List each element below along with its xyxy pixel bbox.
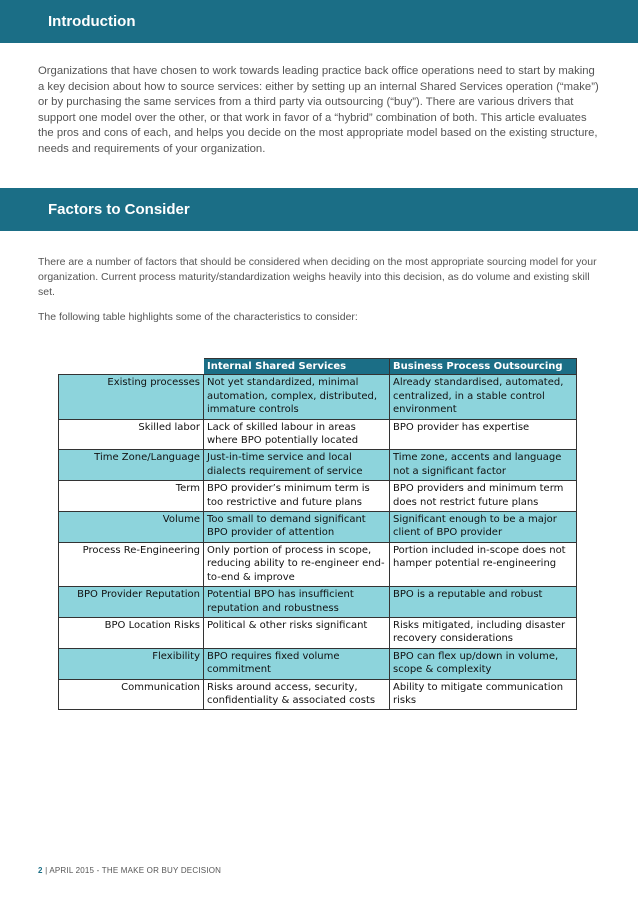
introduction-heading: Introduction — [48, 13, 136, 30]
bpo-cell: BPO can flex up/down in volume, scope & complexity — [390, 648, 577, 679]
factor-label: Time Zone/Language — [59, 450, 204, 481]
internal-cell: Risks around access, security, confidentiality & associated costs — [204, 679, 390, 710]
table-row — [59, 481, 577, 512]
introduction-banner — [0, 0, 638, 43]
table-row — [59, 375, 577, 419]
factor-label: Skilled labor — [59, 419, 204, 450]
factors-heading: Factors to Consider — [48, 201, 190, 218]
bpo-cell: Ability to mitigate communication risks — [390, 679, 577, 710]
bpo-cell: Risks mitigated, including disaster recovery considerations — [390, 617, 577, 648]
bpo-cell: Significant enough to be a major client of BPO provider — [390, 512, 577, 543]
bpo-cell: BPO provider has expertise — [390, 419, 577, 450]
internal-cell: Too small to demand significant BPO provider of attention — [204, 512, 390, 543]
factor-label: BPO Provider Reputation — [59, 587, 204, 618]
table-row — [59, 450, 577, 481]
table-row — [59, 512, 577, 543]
table-header-row — [59, 359, 577, 375]
header-internal-shared-services: Internal Shared Services — [204, 359, 390, 375]
internal-cell: Lack of skilled labour in areas where BPO potentially located — [204, 419, 390, 450]
table-row — [59, 648, 577, 679]
internal-cell: BPO requires fixed volume commitment — [204, 648, 390, 679]
factor-label: BPO Location Risks — [59, 617, 204, 648]
bpo-cell: BPO providers and minimum term does not restrict future plans — [390, 481, 577, 512]
page-number: 2 — [38, 866, 43, 875]
factor-label: Communication — [59, 679, 204, 710]
page-footer — [38, 866, 221, 875]
internal-cell: Political & other risks significant — [204, 617, 390, 648]
table-row — [59, 587, 577, 618]
bpo-cell: BPO is a reputable and robust — [390, 587, 577, 618]
factor-label: Term — [59, 481, 204, 512]
internal-cell: Only portion of process in scope, reducing ability to re-engineer end-to-end & improve — [204, 542, 390, 586]
header-blank-cell — [59, 359, 204, 375]
factors-paragraph: There are a number of factors that should be considered when deciding on the most appropriate sourcing model for your organization. Current process maturity/standardization weighs heavily into this decision, as do volume and existing skill set. — [38, 256, 597, 298]
factor-label: Process Re-Engineering — [59, 542, 204, 586]
factors-table — [58, 358, 577, 710]
internal-cell: Potential BPO has insufficient reputation and robustness — [204, 587, 390, 618]
table-row — [59, 679, 577, 710]
bpo-cell: Already standardised, automated, centralized, in a stable control environment — [390, 375, 577, 419]
header-business-process-outsourcing: Business Process Outsourcing — [390, 359, 577, 375]
factor-label: Existing processes — [59, 375, 204, 419]
table-intro-paragraph: The following table highlights some of the characteristics to consider: — [38, 311, 358, 323]
internal-cell: Just-in-time service and local dialects requirement of service — [204, 450, 390, 481]
bpo-cell: Portion included in-scope does not hamper potential re-engineering — [390, 542, 577, 586]
internal-cell: Not yet standardized, minimal automation, complex, distributed, immature controls — [204, 375, 390, 419]
factor-label: Volume — [59, 512, 204, 543]
table-row — [59, 419, 577, 450]
factors-banner — [0, 188, 638, 231]
factor-label: Flexibility — [59, 648, 204, 679]
introduction-paragraph: Organizations that have chosen to work towards leading practice back office operations need to start by making a key decision about how to source services: either by setting up an internal Shared Services operation (“make”) or by purchasing the same services from a third party via outsourcing (“buy”). There are various drivers that support one model over the other, or that work in favor of a “hybrid” combination of both. This article evaluates the pros and cons of each, and helps you decide on the most appropriate model based on the existing structure, needs and requirements of your organization. — [38, 65, 599, 155]
footer-text: | APRIL 2015 - THE MAKE OR BUY DECISION — [45, 866, 222, 875]
table-row — [59, 542, 577, 586]
bpo-cell: Time zone, accents and language not a significant factor — [390, 450, 577, 481]
internal-cell: BPO provider’s minimum term is too restrictive and future plans — [204, 481, 390, 512]
table-row — [59, 617, 577, 648]
